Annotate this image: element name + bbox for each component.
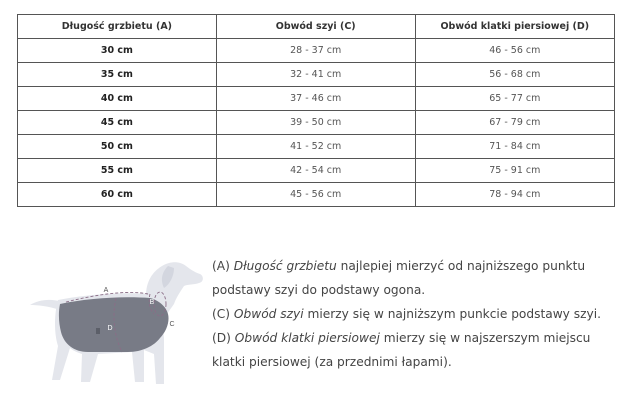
chest-girth-cell: 56 - 68 cm (415, 63, 614, 87)
label-c: C (169, 321, 175, 328)
back-length-cell: 45 cm (18, 111, 217, 135)
legend-item-c: (C) Obwód szyi mierzy się w najniższym punkcie podstawy szyi. (212, 307, 601, 321)
neck-girth-cell: 37 - 46 cm (216, 87, 415, 111)
header-back-length: Długość grzbietu (A) (18, 15, 217, 39)
table-row (18, 39, 615, 63)
neck-girth-cell: 42 - 54 cm (216, 159, 415, 183)
chest-girth-cell: 78 - 94 cm (415, 183, 614, 207)
dog-measurement-diagram (28, 258, 208, 398)
back-length-cell: 55 cm (18, 159, 217, 183)
legend-item-a: (A) Długość grzbietu najlepiej mierzyć od najniższego punktu podstawy szyi do podstawy ogona. (212, 259, 586, 297)
legend-term: Obwód klatki piersiowej (234, 331, 380, 345)
legend-item-d: (D) Obwód klatki piersiowej mierzy się w najszerszym miejscu klatki piersiowej (za przednimi łapami). (212, 331, 591, 369)
size-table (17, 14, 615, 207)
neck-girth-cell: 41 - 52 cm (216, 135, 415, 159)
label-d: D (107, 325, 113, 332)
header-chest-girth: Obwód klatki piersiowej (D) (415, 15, 614, 39)
chest-girth-cell: 75 - 91 cm (415, 159, 614, 183)
header-neck-girth: Obwód szyi (C) (216, 15, 415, 39)
table-row (18, 87, 615, 111)
label-b: B (149, 299, 155, 306)
neck-girth-cell: 45 - 56 cm (216, 183, 415, 207)
table-row (18, 159, 615, 183)
neck-girth-cell: 28 - 37 cm (216, 39, 415, 63)
chest-girth-cell: 71 - 84 cm (415, 135, 614, 159)
back-length-cell: 60 cm (18, 183, 217, 207)
chest-girth-cell: 46 - 56 cm (415, 39, 614, 63)
neck-girth-cell: 39 - 50 cm (216, 111, 415, 135)
legend-term: Obwód szyi (233, 307, 304, 321)
table-row (18, 111, 615, 135)
measurement-legend (212, 254, 622, 374)
label-a: A (103, 287, 109, 294)
back-length-cell: 50 cm (18, 135, 217, 159)
table-row (18, 63, 615, 87)
legend-term: Długość grzbietu (233, 259, 337, 273)
chest-girth-cell: 65 - 77 cm (415, 87, 614, 111)
table-header-row (18, 15, 615, 39)
chest-girth-cell: 67 - 79 cm (415, 111, 614, 135)
back-length-cell: 40 cm (18, 87, 217, 111)
table-row (18, 183, 615, 207)
dog-silhouette-icon (30, 262, 203, 384)
table-row (18, 135, 615, 159)
back-length-cell: 35 cm (18, 63, 217, 87)
neck-girth-cell: 32 - 41 cm (216, 63, 415, 87)
back-length-cell: 30 cm (18, 39, 217, 63)
